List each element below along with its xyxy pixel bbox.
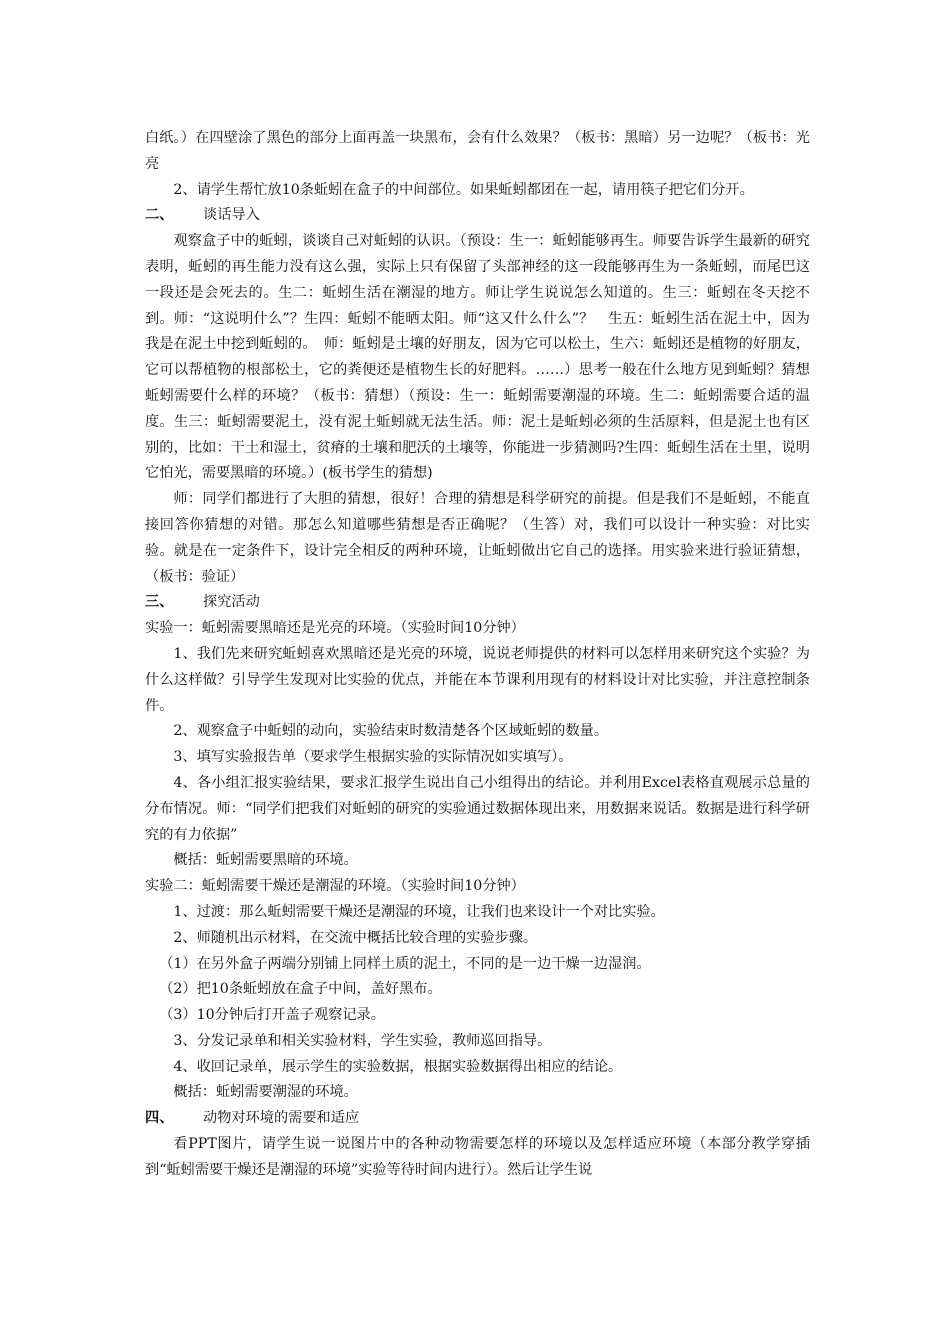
section-heading: [145, 203, 810, 229]
section-title: 探究活动: [203, 594, 260, 611]
section-number: 二、: [145, 207, 174, 224]
section-title: 谈话导入: [203, 207, 260, 224]
paragraph: 看PPT图片，请学生说一说图片中的各种动物需要怎样的环境以及怎样适应环境（本部分教学穿插到“蚯蚓需要干燥还是潮湿的环境”实验等待时间内进行）。然后让学生说: [145, 1136, 810, 1178]
paragraph: （1）在另外盒子两端分别铺上同样土质的泥土，不同的是一边干燥一边湿润。: [159, 955, 651, 972]
paragraph: 2、请学生帮忙放10条蚯蚓在盒子的中间部位。如果蚯蚓都团在一起，请用筷子把它们分开。: [173, 181, 754, 198]
paragraph: 白纸。）在四壁涂了黑色的部分上面再盖一块黑布，会有什么效果？（板书：黑暗）另一边呢？（板书：光亮: [145, 130, 810, 172]
paragraph: 概括：蚯蚓需要潮湿的环境。: [173, 1084, 358, 1101]
paragraph: 2、观察盒子中蚯蚓的动向，实验结束时数清楚各个区域蚯蚓的数量。: [173, 723, 609, 740]
section-number: 三、: [145, 594, 174, 611]
paragraph: 概括：蚯蚓需要黑暗的环境。: [173, 852, 358, 869]
paragraph: 3、填写实验报告单（要求学生根据实验的实际情况如实填写）。: [173, 749, 573, 766]
paragraph: （2）把10条蚯蚓放在盒子中间，盖好黑布。: [159, 981, 442, 998]
section-number: 四、: [145, 1110, 174, 1127]
paragraph: 4、各小组汇报实验结果，要求汇报学生说出自己小组得出的结论。并利用Excel表格直观展示总量的分布情况。师：“同学们把我们对蚯蚓的研究的实验通过数据体现出来，用数据来说话。数据是进行科学研究的有力依据”: [145, 774, 810, 843]
document-page: [145, 126, 810, 1184]
paragraph: 师：同学们都进行了大胆的猜想，很好！合理的猜想是科学研究的前提。但是我们不是蚯蚓，不能直接回答你猜想的对错。那怎么知道哪些猜想是否正确呢？（生答）对，我们可以设计一种实验：对比实验。就是在一定条件下，设计完全相反的两种环境，让蚯蚓做出它自己的选择。用实验来进行验证猜想，（板书：验证）: [145, 491, 810, 585]
section-heading: [145, 1106, 810, 1132]
paragraph: 3、分发记录单和相关实验材料，学生实验，教师巡回指导。: [173, 1032, 552, 1049]
paragraph: 4、收回记录单，展示学生的实验数据，根据实验数据得出相应的结论。: [173, 1058, 623, 1075]
section-title: 动物对环境的需要和适应: [203, 1110, 360, 1127]
section-heading: [145, 590, 810, 616]
paragraph: 2、师随机出示材料，在交流中概括比较合理的实验步骤。: [173, 929, 538, 946]
paragraph: （3）10分钟后打开盖子观察记录。: [159, 1007, 385, 1024]
paragraph: 1、我们先来研究蚯蚓喜欢黑暗还是光亮的环境，说说老师提供的材料可以怎样用来研究这个实验？为什么这样做？引导学生发现对比实验的优点，并能在本节课利用现有的材料设计对比实验，并注意控制条件。: [145, 645, 810, 714]
paragraph: 观察盒子中的蚯蚓，谈谈自己对蚯蚓的认识。（预设：生一：蚯蚓能够再生。师要告诉学生最新的研究表明，蚯蚓的再生能力没有这么强，实际上只有保留了头部神经的这一段能够再生为一条蚯蚓，而尾巴这一段还是会死去的。生二：蚯蚓生活在潮湿的地方。师让学生说说怎么知道的。生三：蚯蚓在冬天挖不到。师：“这说明什么”？生四：蚯蚓不能晒太阳。师“这又什么什么”？ 生五：蚯蚓生活在泥土中，因为我是在泥土中挖到蚯蚓的。 师：蚯蚓是土壤的好朋友，因为它可以松土，生六：蚯蚓还是植物的好朋友，它可以帮植物的根部松土，它的粪便还是植物生长的好肥料。……）思考一般在什么地方见到蚯蚓？猜想蚯蚓需要什么样的环境？（板书：猜想）（预设：生一：蚯蚓需要潮湿的环境。生二：蚯蚓需要合适的温度。生三：蚯蚓需要泥土，没有泥土蚯蚓就无法生活。师：泥土是蚯蚓必须的生活原料，但是泥土也有区别的，比如：干土和湿土，贫瘠的土壤和肥沃的土壤等，你能进一步猜测吗?生四：蚯蚓生活在土里，说明它怕光，需要黑暗的环境。）(板书学生的猜想): [145, 233, 810, 482]
paragraph: 实验二：蚯蚓需要干燥还是潮湿的环境。（实验时间10分钟）: [145, 878, 525, 895]
paragraph: 1、过渡：那么蚯蚓需要干燥还是潮湿的环境，让我们也来设计一个对比实验。: [173, 903, 665, 920]
paragraph: 实验一：蚯蚓需要黑暗还是光亮的环境。（实验时间10分钟）: [145, 620, 525, 637]
